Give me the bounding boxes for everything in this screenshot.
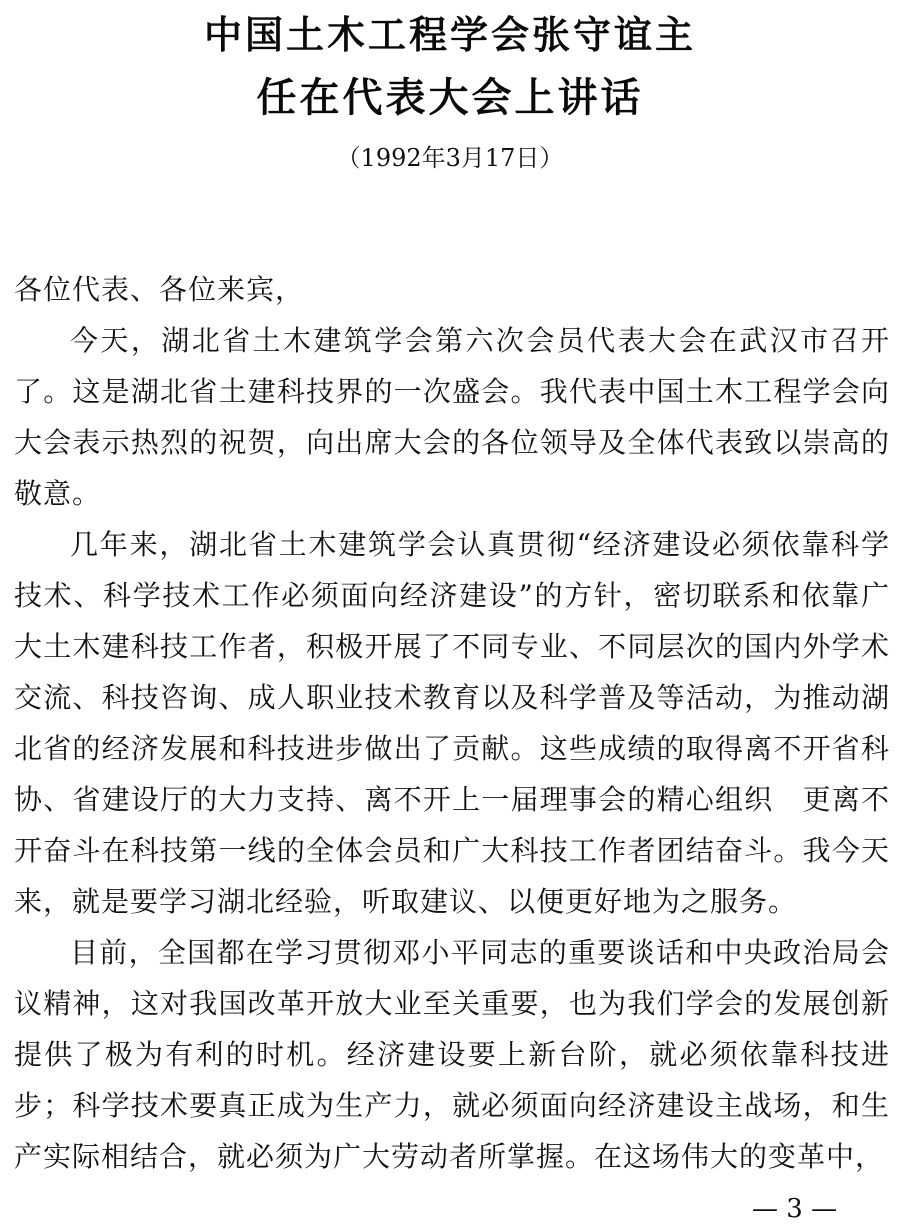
paragraph-1: 今天，湖北省土木建筑学会第六次会员代表大会在武汉市召开了。这是湖北省土建科技界的一次盛会。我代表中国土木工程学会向大会表示热烈的祝贺，向出席大会的各位领导及全体代表致以崇高的敬意。: [14, 324, 890, 510]
speech-date: （1992年3月17日）: [336, 144, 564, 172]
salutation: 各位代表、各位来宾，: [14, 273, 305, 306]
paragraph-3: 目前，全国都在学习贯彻邓小平同志的重要谈话和中央政治局会议精神，这对我国改革开放大业至关重要，也为我们学会的发展创新提供了极为有利的时机。经济建设要上新台阶，就必须依靠科技进步；科学技术要真正成为生产力，就必须面向经济建设主战场，和生产实际相结合，就必须为广大劳动者所掌握。在这场伟大的变革中，: [14, 936, 890, 1173]
speech-body: [14, 264, 890, 1182]
page-number: — 3 —: [752, 1194, 838, 1224]
document-title-line-1: 中国土木工程学会张守谊主: [203, 13, 696, 57]
paragraph-2: 几年来，湖北省土木建筑学会认真贯彻“经济建设必须依靠科学技术、科学技术工作必须面向经济建设”的方针，密切联系和依靠广大土木建科技工作者，积极开展了不同专业、不同层次的国内外学术交流、科技咨询、成人职业技术教育以及科学普及等活动，为推动湖北省的经济发展和科技进步做出了贡献。这些成绩的取得离不开省科协、省建设厅的大力支持、离不开上一届理事会的精心组织 更离不开奋斗在科技第一线的全体会员和广大科技工作者团结奋斗。我今天来，就是要学习湖北经验，听取建议、以便更好地为之服务。: [14, 528, 890, 918]
document-title-line-2: 任在代表大会上讲话: [256, 75, 644, 121]
